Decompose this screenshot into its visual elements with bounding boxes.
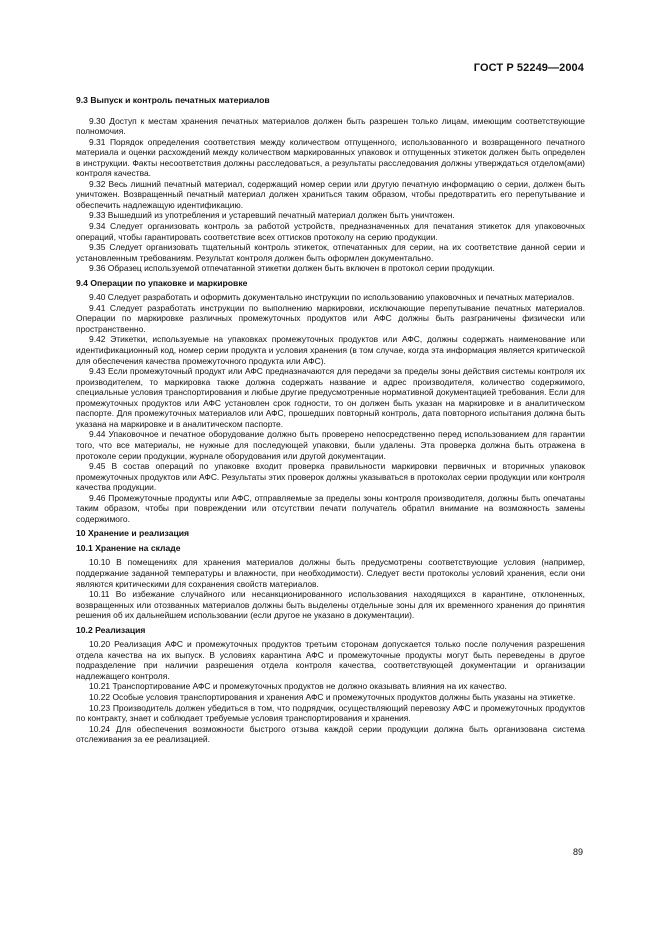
paragraph-9-34: 9.34 Следует организовать контроль за работой устройств, предназначенных для печатания этикеток для упаковочных операций, чтобы гарантировать соответствие всех оттисков протоколу на серию продукции. xyxy=(76,221,585,242)
paragraph-10-22: 10.22 Особые условия транспортирования и хранения АФС и промежуточных продуктов должны быть указаны на этикетке. xyxy=(89,691,576,702)
paragraph-9-46: 9.46 Промежуточные продукты или АФС, отправляемые за пределы зоны контроля производителя, должны быть опечатаны таким образом, чтобы при повреждении или отсутствии печати получатель обратил внимание на возможность замены содержимого. xyxy=(76,492,585,524)
page-content xyxy=(76,95,585,745)
paragraph-9-32: 9.32 Весь лишний печатный материал, содержащий номер серии или другую печатную информацию о серии, должен быть уничтожен. Возвращенный печатный материал должен храниться таким образом, чтобы предотвратить его перепутывание и обеспечить надлежащую идентификацию. xyxy=(76,178,585,210)
paragraph-9-41: 9.41 Следует разработать инструкции по выполнению маркировки, исключающие перепутывание печатных материалов. Операции по маркировке различных промежуточных продуктов или АФС должны быть разграничены физически или пространственно. xyxy=(76,302,585,334)
paragraph-9-43: 9.43 Если промежуточный продукт или АФС предназначаются для передачи за пределы зоны действия системы контроля их производителем, то маркировка также должна содержать название и адрес производителя, количество содержимого, специальные условия транспортирования и любые другие предусмотренные нормативной документацией требования. Если для промежуточных продуктов или АФС установлен срок годности, то он должен быть указан на маркировке и в аналитическом паспорте. Для промежуточных материалов или АФС, прошедших повторный контроль, дата повторного испытания должна быть указана на маркировке и в аналитическом паспорте. xyxy=(76,366,585,429)
paragraph-9-30: 9.30 Доступ к местам хранения печатных материалов должен быть разрешен только лицам, имеющим соответствующие полномочия. xyxy=(76,115,585,137)
paragraph-10-24: 10.24 Для обеспечения возможности быстрого отзыва каждой серии продукции должна быть организована система отслеживания за ее реализацией. xyxy=(76,723,585,745)
paragraph-10-21: 10.21 Транспортирование АФС и промежуточных продуктов не должно оказывать влияния на их качество. xyxy=(89,681,507,692)
paragraph-9-42: 9.42 Этикетки, используемые на упаковках промежуточных продуктов или АФС, должны содержать наименование или идентификационный код, номер серии продукта и условия хранения (в том случае, когда эта информация является критической для обеспечения качества промежуточного продукта или АФС). xyxy=(76,334,585,366)
section-heading-9-4: 9.4 Операции по упаковке и маркировке xyxy=(76,277,248,288)
paragraph-9-31: 9.31 Порядок определения соответствия между количеством отпущенного, использованного и возвращенного печатного материала и оценки расхождений между количеством маркированных упаковок и отпущенных этикеток должен быть определен в инструкции. Факты несоответствия должны расследоваться, а результаты расследования должны утверждаться отделом(ами) контроля качества. xyxy=(76,136,585,179)
paragraph-10-10: 10.10 В помещениях для хранения материалов должны быть предусмотрены соответствующие условия (например, поддержание заданной температуры и влажности, при необходимости). Следует вести протоколы условий хранения, если они являются критическими для сохранения свойств материалов. xyxy=(76,557,585,589)
section-heading-9-3: 9.3 Выпуск и контроль печатных материалов xyxy=(76,95,270,105)
paragraph-9-40: 9.40 Следует разработать и оформить документально инструкции по использованию упаковочных и печатных материалов. xyxy=(89,292,575,303)
paragraph-9-45: 9.45 В состав операций по упаковке входит проверка правильности маркировки первичных и вторичных упаковок промежуточных продуктов или АФС. Результаты этих проверок должны указываться в протоколах серии продукции или контроля качества продукции. xyxy=(76,461,585,493)
page-number: 89 xyxy=(572,847,583,857)
section-heading-10-2: 10.2 Реализация xyxy=(76,624,146,635)
paragraph-10-11: 10.11 Во избежание случайного или несанкционированного использования находящихся в карантине, отклоненных, возвращенных или отозванных материалов должны быть выделены отдельные зоны для их временного хранения до принятия решения об их дальнейшем использовании (если другое не указано в документации). xyxy=(76,589,585,621)
standard-number: ГОСТ Р 52249—2004 xyxy=(473,62,584,74)
paragraph-9-35: 9.35 Следует организовать тщательный контроль этикеток, отпечатанных для серии, на их соответствие данной серии и установленным требованиям. Результат контроля должен быть оформлен документально. xyxy=(76,242,585,263)
paragraph-9-33: 9.33 Вышедший из употребления и устаревший печатный материал должен быть уничтожен. xyxy=(89,210,455,221)
paragraph-10-23: 10.23 Производитель должен убедиться в том, что подрядчик, осуществляющий перевозку АФС и промежуточных продуктов по контракту, знает и соблюдает требуемые условия транспортирования и хранения. xyxy=(76,702,585,724)
section-heading-10-1: 10.1 Хранение на складе xyxy=(76,542,181,553)
paragraph-9-44: 9.44 Упаковочное и печатное оборудование должно быть проверено непосредственно перед использованием для гарантии того, что все материалы, не нужные для последующей упаковки, были удалены. Эта проверка должна быть отражена в протоколе серии продукции, журнале оборудования или другой документации. xyxy=(76,429,585,461)
section-heading-10: 10 Хранение и реализация xyxy=(76,528,190,539)
paragraph-9-36: 9.36 Образец используемой отпечатанной этикетки должен быть включен в протокол серии продукции. xyxy=(89,263,495,274)
paragraph-10-20: 10.20 Реализация АФС и промежуточных продуктов третьим сторонам допускается только после получения разрешения отдела качества на их выпуск. В условиях карантина АФС и промежуточные продукты могут быть переведены в другое подразделение при наличии разрешения отдела контроля качества, соответствующей документации и организации надлежащего контроля. xyxy=(76,639,585,681)
